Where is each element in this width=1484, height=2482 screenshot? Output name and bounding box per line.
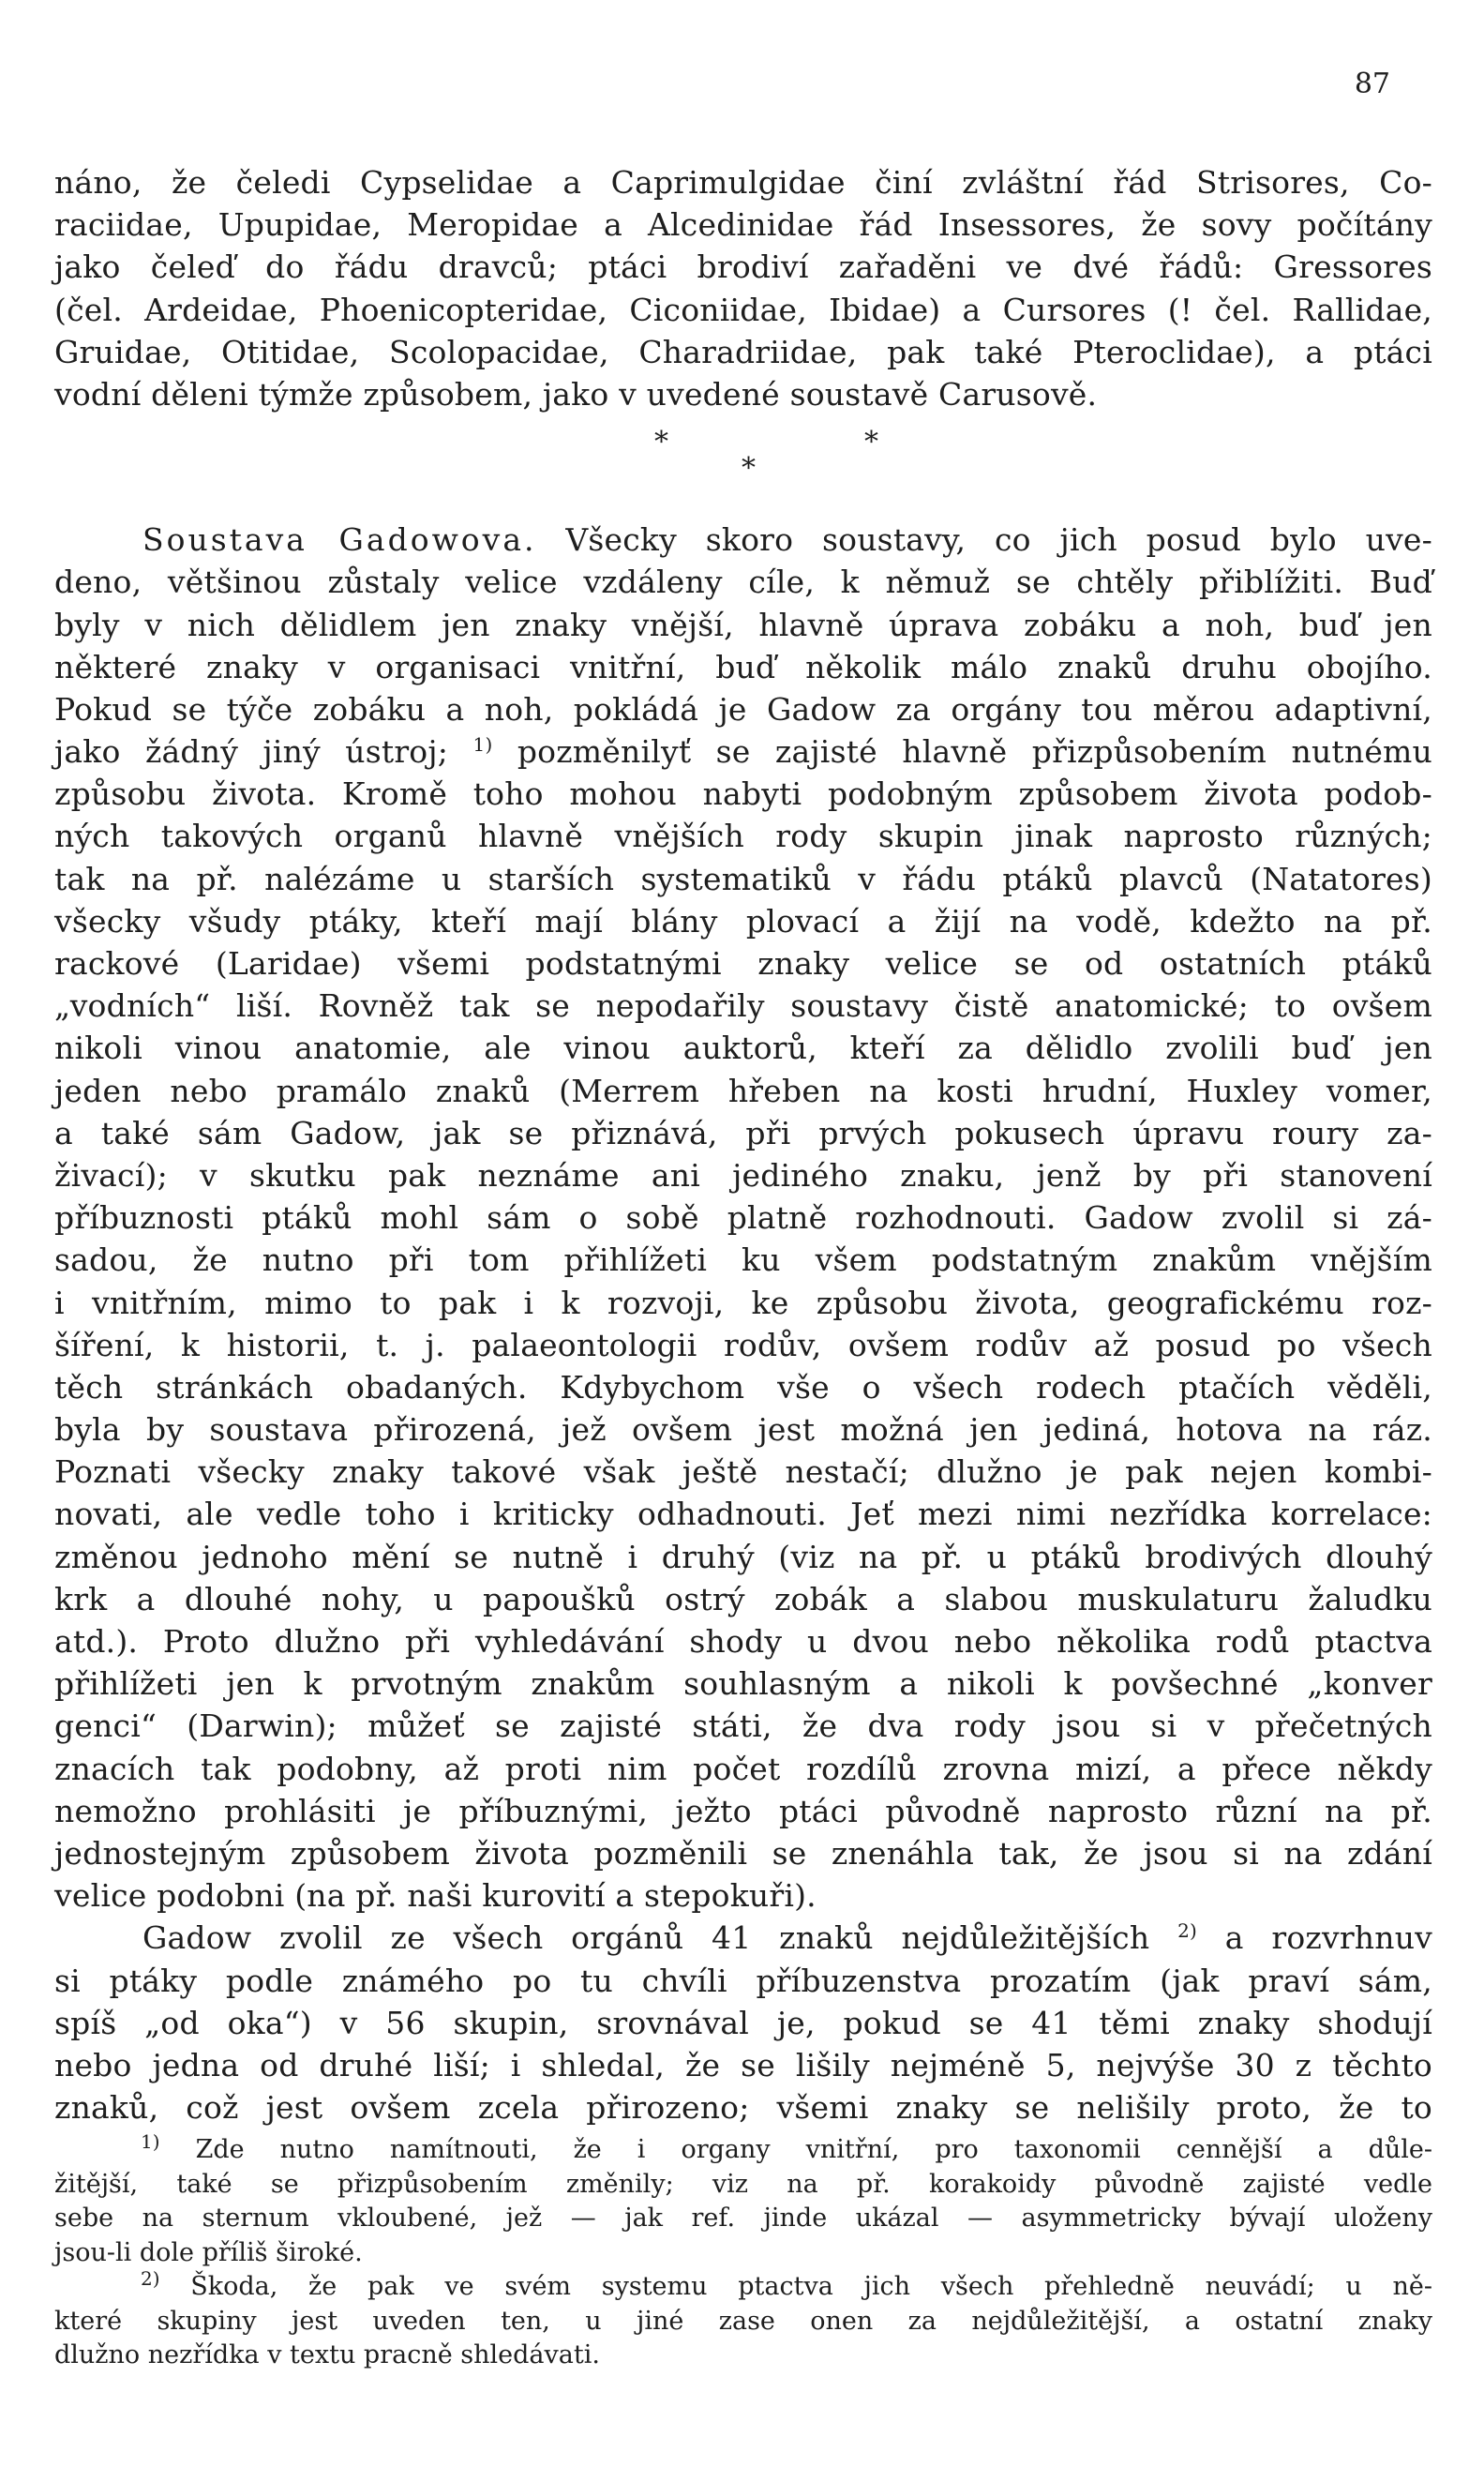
- footnote-line: [54, 2130, 1432, 2168]
- paragraph-1: [54, 161, 1432, 415]
- paragraph-3: [54, 1917, 1432, 2129]
- footnote-line: které skupiny jest uveden ten, u jiné zase onen za nejdůležitější, a ostatní znaky: [54, 2306, 1432, 2336]
- footnotes: [54, 2130, 1432, 2373]
- text-line: jeden nebo pramálo znaků (Merrem hřeben na kosti hrudní, Huxley vomer,: [54, 1072, 1432, 1109]
- text-line: způsobu života. Kromě toho mohou nabyti podobným způsobem života podob-: [54, 775, 1432, 813]
- text-run: a rozvrhnuv: [1197, 1919, 1432, 1957]
- text-line: všecky všudy ptáky, kteří mají blány plovací a žijí na vodě, kdežto na př.: [54, 902, 1432, 940]
- footnote-2: [54, 2267, 1432, 2373]
- text-line: vodní děleni týmže způsobem, jako v uvedené soustavě Carusově.: [54, 375, 1098, 413]
- text-line: těch stránkách obadaných. Kdybychom vše o všech rodech ptačích věděli,: [54, 1368, 1432, 1406]
- text-line: spíš „od oka“) v 56 skupin, srovnával je, pokud se 41 těmi znaky shodují: [54, 2004, 1432, 2041]
- text-line: atd.). Proto dlužno při vyhledávání shody u dvou nebo několika rodů ptactva: [54, 1623, 1432, 1660]
- text-line: raciidae, Upupidae, Meropidae a Alcedinidae řád Insessores, že sovy počítány: [54, 206, 1432, 244]
- footnote-line: dlužno nezřídka v textu pracně shledávati.: [54, 2340, 600, 2369]
- text-line: i vnitřním, mimo to pak i k rozvoji, ke způsobu života, geografickému roz-: [54, 1284, 1432, 1321]
- footnote-ref-2[interactable]: 2): [1177, 1919, 1197, 1943]
- asterisk: *: [654, 426, 669, 459]
- text-line: nebo jedna od druhé liší; i shledal, že se lišily nejméně 5, nejvýše 30 z těchto: [54, 2046, 1432, 2083]
- text-line: deno, většinou zůstaly velice vzdáleny cíle, k němuž se chtěly přiblížiti. Buď: [54, 564, 1432, 601]
- text-line: šíření, k historii, t. j. palaeontologii rodův, ovšem rodův až posud po všech: [54, 1326, 1432, 1363]
- section-heading: Soustava Gadowova.: [142, 521, 537, 559]
- text-line: některé znaky v organisaci vnitřní, buď několik málo znaků druhu obojího.: [54, 648, 1432, 685]
- text-line: ných takových organů hlavně vnějších rody skupin jinak naprosto různých;: [54, 818, 1432, 855]
- asterism-divider: [54, 415, 1432, 519]
- text-line: nemožno prohlásiti je příbuznými, ježto ptáci původně naprosto různí na př.: [54, 1792, 1432, 1829]
- asterisk: *: [742, 452, 757, 486]
- text-line: (čel. Ardeidae, Phoenicopteridae, Ciconiidae, Ibidae) a Cursores (! čel. Rallidae,: [54, 291, 1432, 328]
- body-text: [54, 161, 1432, 2129]
- text-line: Pokud se týče zobáku a noh, pokládá je Gadow za orgány tou měrou adaptivní,: [54, 690, 1432, 728]
- footnote-marker: 1): [141, 2130, 160, 2153]
- paragraph-2: [54, 519, 1432, 1917]
- text-line: Gruidae, Otitidae, Scolopacidae, Charadriidae, pak také Pteroclidae), a ptáci: [54, 333, 1432, 370]
- footnote-line: jsou-li dole příliš široké.: [54, 2237, 363, 2267]
- text-line: znaků, což jest ovšem zcela přirozeno; všemi znaky se nelišily proto, že to: [54, 2089, 1432, 2127]
- text-line: sadou, že nutno při tom přihlížeti ku všem podstatným znakům vnějším: [54, 1241, 1432, 1279]
- text-run: Škoda, že pak ve svém systemu ptactva jich všech přehledně neuvádí; u ně-: [190, 2272, 1432, 2301]
- text-line: byly v nich dělidlem jen znaky vnější, hlavně úprava zobáku a noh, buď jen: [54, 606, 1432, 643]
- text-line: „vodních“ liší. Rovněž tak se nepodařily soustavy čistě anatomické; to ovšem: [54, 987, 1432, 1025]
- footnote-line: sebe na sternum vkloubené, jež — jak ref. jinde ukázal — asymmetricky bývají uloženy: [54, 2204, 1432, 2233]
- text-run: Všecky skoro soustavy, co jich posud bylo uve-: [536, 521, 1432, 559]
- text-line: Poznati všecky znaky takové však ještě nestačí; dlužno je pak nejen kombi-: [54, 1453, 1432, 1491]
- text-line: byla by soustava přirozená, jež ovšem jest možná jen jediná, hotova na ráz.: [54, 1411, 1432, 1449]
- text-line: rackové (Laridae) všemi podstatnými znaky velice se od ostatních ptáků: [54, 945, 1432, 982]
- footnote-marker: 2): [141, 2267, 160, 2290]
- text-run: pozměnilyť se zajisté hlavně přizpůsobením nutnému: [492, 733, 1433, 771]
- text-run: Gadow zvolil ze všech orgánů 41 znaků nejdůležitějších: [142, 1919, 1150, 1957]
- text-line: [54, 1917, 1432, 1959]
- page-number: 87: [1354, 68, 1390, 100]
- text-line: náno, že čeledi Cypselidae a Caprimulgidae činí zvláštní řád Strisores, Co-: [54, 164, 1432, 201]
- text-line: tak na př. nalézáme u starších systematiků v řádu ptáků plavců (Natatores): [54, 860, 1432, 897]
- text-run: Zde nutno namítnouti, že i organy vnitřní, pro taxonomii cennější a důle-: [195, 2135, 1432, 2164]
- text-line: a také sám Gadow, jak se přiznává, při prvých pokusech úpravu roury za-: [54, 1114, 1432, 1151]
- text-line: přihlížeti jen k prvotným znakům souhlasným a nikoli k povšechné „konver: [54, 1665, 1432, 1703]
- text-line: změnou jednoho mění se nutně i druhý (viz na př. u ptáků brodivých dlouhý: [54, 1538, 1432, 1575]
- text-line: velice podobni (na př. naši kurovití a stepokuři).: [54, 1877, 817, 1915]
- footnote-line: žitější, také se přizpůsobením změnily; viz na př. korakoidy původně zajisté vedle: [54, 2169, 1432, 2199]
- text-line: novati, ale vedle toho i kriticky odhadnouti. Jeť mezi nimi nezřídka korrelace:: [54, 1496, 1432, 1533]
- asterisk: *: [864, 426, 879, 459]
- text-line: nikoli vinou anatomie, ale vinou auktorů, kteří za dělidlo zvolili buď jen: [54, 1030, 1432, 1067]
- footnote-ref-1[interactable]: 1): [472, 733, 493, 757]
- text-line: [54, 730, 1432, 773]
- text-line: znacích tak podobny, až proti nim počet rozdílů zrovna mizí, a přece někdy: [54, 1750, 1432, 1787]
- text-line: si ptáky podle známého po tu chvíli příbuzenstva prozatím (jak praví sám,: [54, 1962, 1432, 1999]
- text-line: jako čeleď do řádu dravců; ptáci brodiví zařaděni ve dvé řádů: Gressores: [54, 248, 1432, 286]
- text-line: příbuznosti ptáků mohl sám o sobě platně rozhodnouti. Gadow zvolil si zá-: [54, 1199, 1432, 1237]
- text-line: krk a dlouhé nohy, u papoušků ostrý zobák a slabou muskulaturu žaludku: [54, 1580, 1432, 1617]
- text-line: [54, 519, 1432, 561]
- text-line: genci“ (Darwin); můžeť se zajisté státi, že dva rody jsou si v přečetných: [54, 1707, 1432, 1745]
- text-line: živací); v skutku pak neznáme ani jediného znaku, jenž by při stanovení: [54, 1156, 1432, 1194]
- footnote-line: [54, 2267, 1432, 2305]
- text-line: jednostejným způsobem života pozměnili se znenáhla tak, že jsou si na zdání: [54, 1834, 1432, 1872]
- footnote-1: [54, 2130, 1432, 2270]
- text-run: jako žádný jiný ústroj;: [54, 733, 449, 771]
